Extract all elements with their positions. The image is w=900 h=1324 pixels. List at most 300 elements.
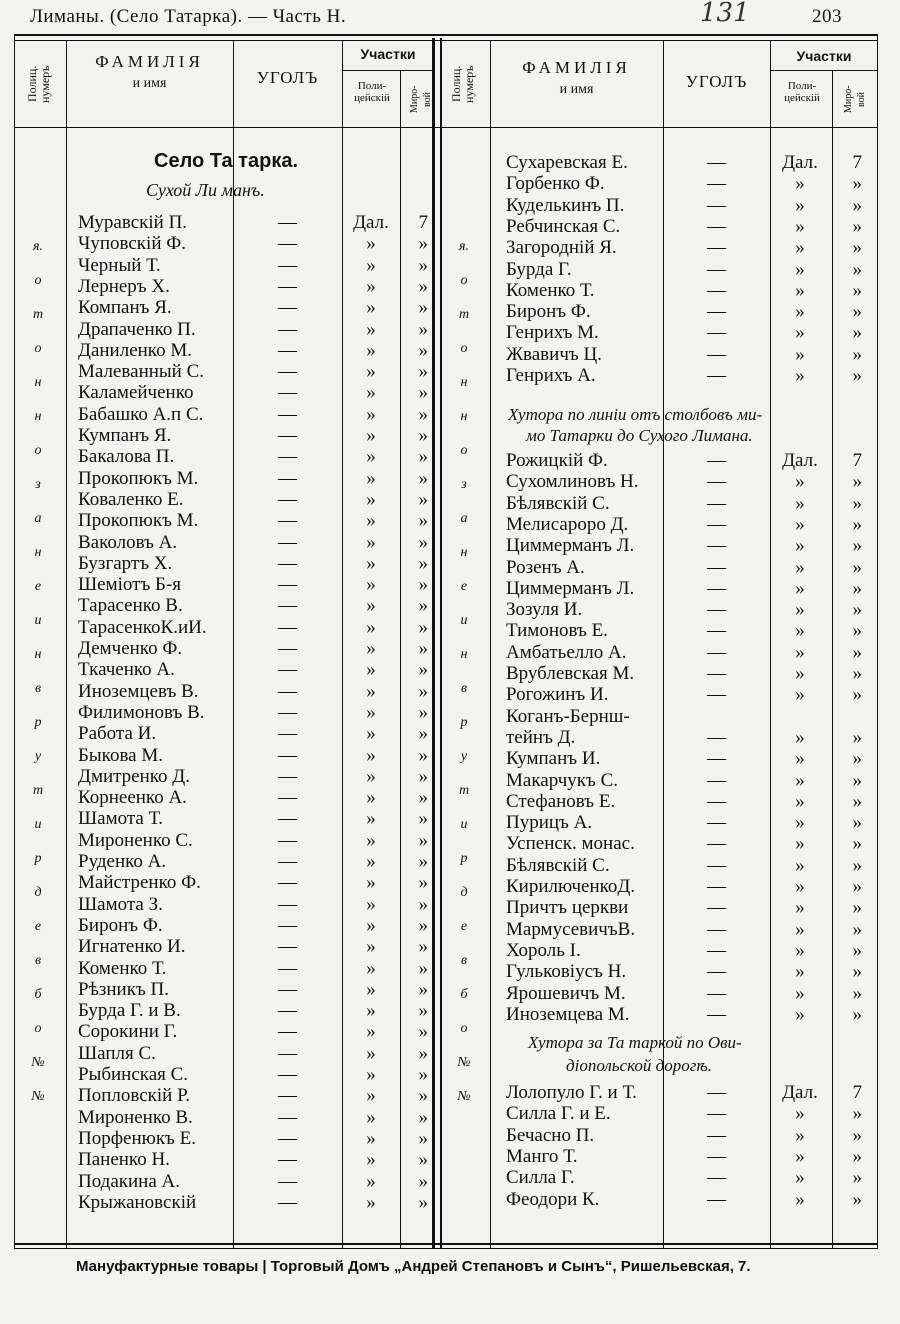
entry-peace-district: » [852,577,862,599]
entry-corner: — [278,680,297,702]
entry-name: Кумпанъ Я. [78,425,172,446]
entry-corner: — [278,574,297,596]
entry-name: Рѣзникъ П. [78,978,170,1000]
entry-police-district: » [366,552,376,574]
entry-corner: — [707,1103,726,1125]
entry-police-district: » [795,513,805,535]
entry-corner: — [707,322,726,344]
entry-peace-district: » [418,978,428,1000]
entry-name: Быкова М. [78,744,163,766]
entry-police-district: » [795,918,805,940]
entry-name: Лернеръ Х. [78,275,170,297]
entry-police-district: Дал. [782,152,818,173]
entry-corner: — [278,638,297,659]
entry-peace-district: » [418,425,428,446]
entry-peace-district: » [418,808,428,830]
entry-name: Коменко Т. [506,279,595,301]
entry-peace-district: » [852,322,862,344]
entry-peace-district: » [418,446,428,468]
entry-name: Бакалова П. [78,446,175,468]
entry-police-district: » [795,343,805,365]
entry-name: Муравскій П. [78,212,188,233]
right-subsection1-line1: Хутора по линіи отъ столбовъ ми- [508,405,763,424]
entry-corner: — [707,535,726,557]
entry-peace-district: » [418,936,428,958]
side-label-letter: у [34,749,42,764]
entry-police-district: » [795,897,805,919]
entry-peace-district: » [852,854,862,876]
entry-peace-district: » [852,343,862,365]
side-label-letter: н [34,647,42,662]
entry-name: Жвавичъ Ц. [506,343,602,365]
entry-corner: — [278,1042,297,1064]
entry-police-district: » [795,535,805,557]
entry-peace-district: » [852,897,862,919]
entry-corner: — [278,233,297,255]
entry-corner: — [278,1170,297,1192]
entry-peace-district: » [418,1042,428,1064]
entry-corner: — [278,829,297,851]
entry-corner: — [707,1124,726,1146]
side-label-letter: о [460,341,468,356]
entry-corner: — [707,876,726,897]
entry-name: Драпаченко П. [78,318,196,340]
side-label-letter: т [32,783,44,798]
side-label-letter: в [34,681,42,696]
entry-police-district: » [366,403,376,425]
entry-peace-district: » [418,701,428,723]
entry-name: Руденко А. [78,851,167,872]
side-label-letter: о [34,1021,42,1036]
entry-police-district: » [795,812,805,834]
entry-police-district: » [366,680,376,702]
left-districts-header: Участки [360,46,416,62]
entry-peace-district: » [418,914,428,936]
entry-police-district: » [366,1000,376,1022]
entry-police-district: » [366,829,376,851]
entry-corner: — [707,726,726,748]
entry-name: Ярошевичъ М. [506,982,626,1004]
entry-name: Загороднiй Я. [506,237,617,259]
entry-peace-district: » [418,659,428,681]
entry-police-district: » [795,471,805,493]
entry-police-district: » [366,382,376,404]
entry-peace-district: » [852,918,862,940]
entry-name: Мироненко С. [78,829,193,851]
entry-police-district: » [795,726,805,748]
entry-name: Ткаченко А. [78,659,175,681]
entry-name: Горбенко Ф. [506,173,605,195]
entry-peace-district: » [418,680,428,702]
side-label-letter: н [34,409,42,424]
entry-peace-district: 7 [852,450,862,471]
entry-name: Манго Т. [506,1145,578,1167]
entry-police-district: » [795,620,805,642]
left-police-district-header: Поли-цейскій [354,80,390,104]
entry-peace-district: » [852,748,862,770]
entry-police-district: » [366,808,376,830]
entry-peace-district: » [852,215,862,237]
entry-peace-district: » [418,574,428,596]
left-corner-header: УГОЛЪ [256,68,319,87]
side-label-letter: о [34,443,42,458]
entry-name: КирилюченкоД. [506,876,636,897]
entry-police-district: » [795,939,805,961]
entry-police-district: » [366,339,376,361]
entry-corner: — [278,1064,297,1085]
entry-police-district: » [366,936,376,958]
entry-peace-district: » [418,765,428,787]
entry-police-district: » [366,425,376,446]
left-section-title: Село Та тарка. [154,150,299,172]
entry-corner: — [707,812,726,834]
entry-peace-district: » [418,510,428,532]
entry-name: Даниленко М. [78,339,192,361]
entry-police-district: » [366,361,376,383]
side-label-letter: з [35,477,41,492]
entry-corner: — [707,897,726,919]
side-label-letter: № [31,1089,45,1104]
entry-corner: — [707,1082,726,1103]
entry-name: Рыбинская С. [78,1064,189,1085]
entry-name: Хороль І. [506,939,581,961]
entry-police-district: » [366,446,376,468]
entry-police-district: » [366,254,376,276]
side-label-letter: е [34,579,42,594]
entry-corner: — [278,425,297,446]
side-label-letter: и [460,613,468,628]
side-label-letter: в [460,953,468,968]
entry-police-district: » [795,854,805,876]
side-label-letter: у [460,749,468,764]
side-label-letter: о [460,1021,468,1036]
entry-police-district: » [366,638,376,659]
entry-police-district: » [795,876,805,897]
entry-police-district: » [366,1042,376,1064]
entry-name: МармусевичъВ. [506,918,636,940]
entry-police-district: » [795,769,805,791]
entry-police-district: » [366,595,376,617]
entry-corner: — [278,595,297,617]
side-label-letter: н [460,375,468,390]
entry-name: Мелисароро Д. [506,513,629,535]
entry-corner: — [278,254,297,276]
side-label-letter: № [457,1089,471,1104]
entry-corner: — [278,1021,297,1043]
entry-police-district: » [366,1021,376,1043]
entry-police-district: » [366,787,376,809]
side-label-letter: в [34,953,42,968]
side-label-letter: е [460,579,468,594]
entry-corner: — [278,765,297,787]
entry-peace-district: » [852,769,862,791]
side-label-letter: з [461,477,467,492]
side-label-letter: б [34,987,42,1002]
right-subsection1-line2: мо Татарки до Сухого Лиманa. [526,426,753,445]
entry-corner: — [278,1191,297,1213]
entry-corner: — [278,616,297,638]
entry-name: Бабашко А.п С. [78,403,204,425]
entry-name: Ребчинская С. [506,215,621,237]
entry-police-district: » [366,1191,376,1213]
page-header-title: Лиманы. (Село Татарка). — Часть Н. [30,6,347,27]
side-label-letter: а [460,511,468,526]
entry-peace-district: » [418,1021,428,1043]
entry-peace-district: » [418,339,428,361]
entry-peace-district: » [418,744,428,766]
right-police-district-header: Поли-цейскій [784,80,820,104]
entry-peace-district: » [418,233,428,255]
entry-peace-district: » [418,1127,428,1149]
entry-name: Филимоновъ В. [78,701,205,723]
entry-name: Шеміотъ Б-я [78,574,182,596]
entry-peace-district: » [852,833,862,855]
entry-police-district: » [795,599,805,621]
entry-name: Паненко Н. [78,1149,170,1171]
entry-name: Гульковіусъ Н. [506,961,627,983]
entry-name: Коменко Т. [78,957,167,979]
entry-peace-district: » [852,492,862,514]
entry-corner: — [707,194,726,216]
entry-name: Черный Т. [78,254,161,276]
entry-name: Биронъ Ф. [78,914,163,936]
entry-corner: — [278,723,297,745]
entry-peace-district: » [852,1145,862,1167]
entry-corner: — [707,513,726,535]
entry-corner: — [278,851,297,872]
entry-police-district: Дал. [353,212,389,233]
entry-corner: — [707,301,726,323]
entry-police-district: » [795,279,805,301]
right-districts-header: Участки [796,48,852,64]
entry-peace-district: » [418,1149,428,1171]
entry-name: Бечасно П. [506,1124,595,1146]
entry-police-district: » [366,1064,376,1085]
entry-name: Стефановъ Е. [506,790,616,812]
entry-name: Лолопуло Г. и Т. [506,1082,637,1103]
right-surname-header: ФАМИЛІЯ и имя [522,58,631,97]
entry-name: Дмитренко Д. [78,765,191,787]
side-label-letter: н [460,409,468,424]
side-label-letter: е [460,919,468,934]
entry-corner: — [278,212,297,233]
side-label-letter: и [34,817,42,832]
entry-corner: — [278,339,297,361]
entry-corner: — [707,918,726,940]
entry-police-district: » [795,301,805,323]
entry-police-district: » [795,790,805,812]
entry-police-district: » [366,1149,376,1171]
entry-police-district: » [366,1127,376,1149]
entry-corner: — [278,978,297,1000]
entry-police-district: » [366,297,376,319]
entry-name: Коваленко Е. [78,488,184,510]
entry-name: Пурицъ А. [506,812,593,834]
entry-corner: — [707,152,726,173]
entry-police-district: » [795,663,805,684]
entry-name: Шамота Т. [78,808,164,830]
entry-police-district: » [366,1085,376,1107]
entry-corner: — [707,790,726,812]
entry-police-district: » [366,701,376,723]
entry-corner: — [278,361,297,383]
entry-peace-district: » [852,939,862,961]
side-label-letter: № [457,1055,471,1070]
entry-corner: — [707,599,726,621]
entry-name: Кумпанъ И. [506,748,601,770]
entry-peace-district: » [852,556,862,578]
entry-corner: — [707,663,726,684]
entry-peace-district: » [418,1106,428,1128]
side-label-letter: д [460,885,468,900]
entry-peace-district: » [852,684,862,706]
entry-corner: — [278,936,297,958]
entry-police-district: » [795,1103,805,1125]
side-label-letter: я. [32,239,43,254]
entry-police-district: » [366,914,376,936]
entry-police-district: » [795,556,805,578]
entry-corner: — [707,343,726,365]
entry-peace-district: » [852,790,862,812]
entry-police-district: » [795,322,805,344]
entry-police-district: » [795,492,805,514]
entry-police-district: » [795,1124,805,1146]
entry-corner: — [707,279,726,301]
side-label-letter: № [31,1055,45,1070]
entry-name: Сухомлиновъ Н. [506,471,639,493]
entry-peace-district: 7 [852,152,862,173]
side-label-letter: и [34,613,42,628]
entry-name: Игнатенко И. [78,936,186,958]
entry-corner: — [707,1003,726,1025]
entry-corner: — [707,939,726,961]
entry-corner: — [278,808,297,830]
entry-name: Бѣлявскій С. [506,854,610,876]
entry-corner: — [707,854,726,876]
entry-corner: — [278,893,297,915]
entry-police-district: » [795,215,805,237]
entry-name: Коганъ-Бернш- [506,705,630,727]
side-label-letter: т [32,307,44,322]
entry-peace-district: » [852,1103,862,1125]
entry-corner: — [707,492,726,514]
entry-name: Сухаревская Е. [506,152,628,173]
entry-peace-district: » [418,851,428,872]
entry-peace-district: » [852,237,862,259]
left-police-number-header: Полиц. нумеръ [25,65,52,103]
entry-corner: — [707,471,726,493]
entry-peace-district: » [852,876,862,897]
entry-corner: — [707,1188,726,1210]
entry-police-district: » [366,744,376,766]
entry-police-district: » [366,488,376,510]
side-label-letter: н [460,545,468,560]
entry-name: Шапля С. [78,1042,156,1064]
entry-peace-district: » [418,1191,428,1213]
entry-name: Розенъ А. [506,556,585,578]
entry-corner: — [278,659,297,681]
entry-corner: — [278,403,297,425]
entry-name: тейнъ Д. [506,726,576,748]
entry-peace-district: » [418,595,428,617]
side-label-letter: н [34,375,42,390]
side-label-letter: т [458,307,470,322]
entry-peace-district: » [418,275,428,297]
entry-name: Генрихъ М. [506,322,599,344]
entry-corner: — [278,446,297,468]
entry-police-district: » [795,1145,805,1167]
entry-peace-district: » [852,1167,862,1189]
entry-corner: — [278,1085,297,1107]
entry-corner: — [707,365,726,386]
entry-peace-district: » [418,297,428,319]
entry-name: Иноземцевъ В. [78,680,199,702]
side-label-letter: а [34,511,42,526]
entry-name: Подакина А. [78,1170,180,1192]
entry-name: Тарасенко В. [78,595,183,617]
entry-police-district: » [795,1003,805,1025]
entry-peace-district: » [418,723,428,745]
side-label-letter: н [34,545,42,560]
entry-peace-district: » [852,982,862,1004]
entry-police-district: » [795,961,805,983]
side-label-letter: р [460,715,468,730]
entry-name: Циммерманъ Л. [506,535,635,557]
entry-police-district: » [366,765,376,787]
entry-peace-district: » [418,361,428,383]
entry-corner: — [278,467,297,489]
side-label-letter: р [34,715,42,730]
entry-police-district: » [366,275,376,297]
right-subsection2-line2: діопольской дорогѣ. [566,1056,712,1075]
entry-corner: — [278,744,297,766]
entry-name: Бѣлявскій С. [506,492,610,514]
entry-peace-district: » [418,1064,428,1085]
entry-peace-district: 7 [418,212,428,233]
entry-corner: — [707,556,726,578]
entry-police-district: » [366,574,376,596]
entry-corner: — [278,1127,297,1149]
side-label-letter: о [460,443,468,458]
entry-name: Феодори К. [506,1188,600,1210]
handwritten-page-number: 131 [700,0,750,28]
entry-peace-district: 7 [852,1082,862,1103]
side-label-letter: о [460,273,468,288]
entry-name: Ваколовъ А. [78,531,178,553]
entry-police-district: » [366,893,376,915]
entry-peace-district: » [418,829,428,851]
entry-name: Шамота З. [78,893,163,915]
entry-name: Демченко Ф. [78,638,183,659]
entry-peace-district: » [852,513,862,535]
entry-corner: — [278,297,297,319]
entry-peace-district: » [418,957,428,979]
entry-peace-district: » [418,872,428,894]
entry-peace-district: » [418,616,428,638]
entry-police-district: » [366,851,376,872]
entry-peace-district: » [418,638,428,659]
entry-name: Работа И. [78,723,157,745]
side-label-letter: б [460,987,468,1002]
entry-peace-district: » [418,531,428,553]
side-label-letter: я. [458,239,469,254]
entry-corner: — [707,237,726,259]
entry-corner: — [707,641,726,663]
entry-corner: — [278,872,297,894]
entry-corner: — [707,173,726,195]
entry-police-district: Дал. [782,1082,818,1103]
entry-corner: — [707,769,726,791]
